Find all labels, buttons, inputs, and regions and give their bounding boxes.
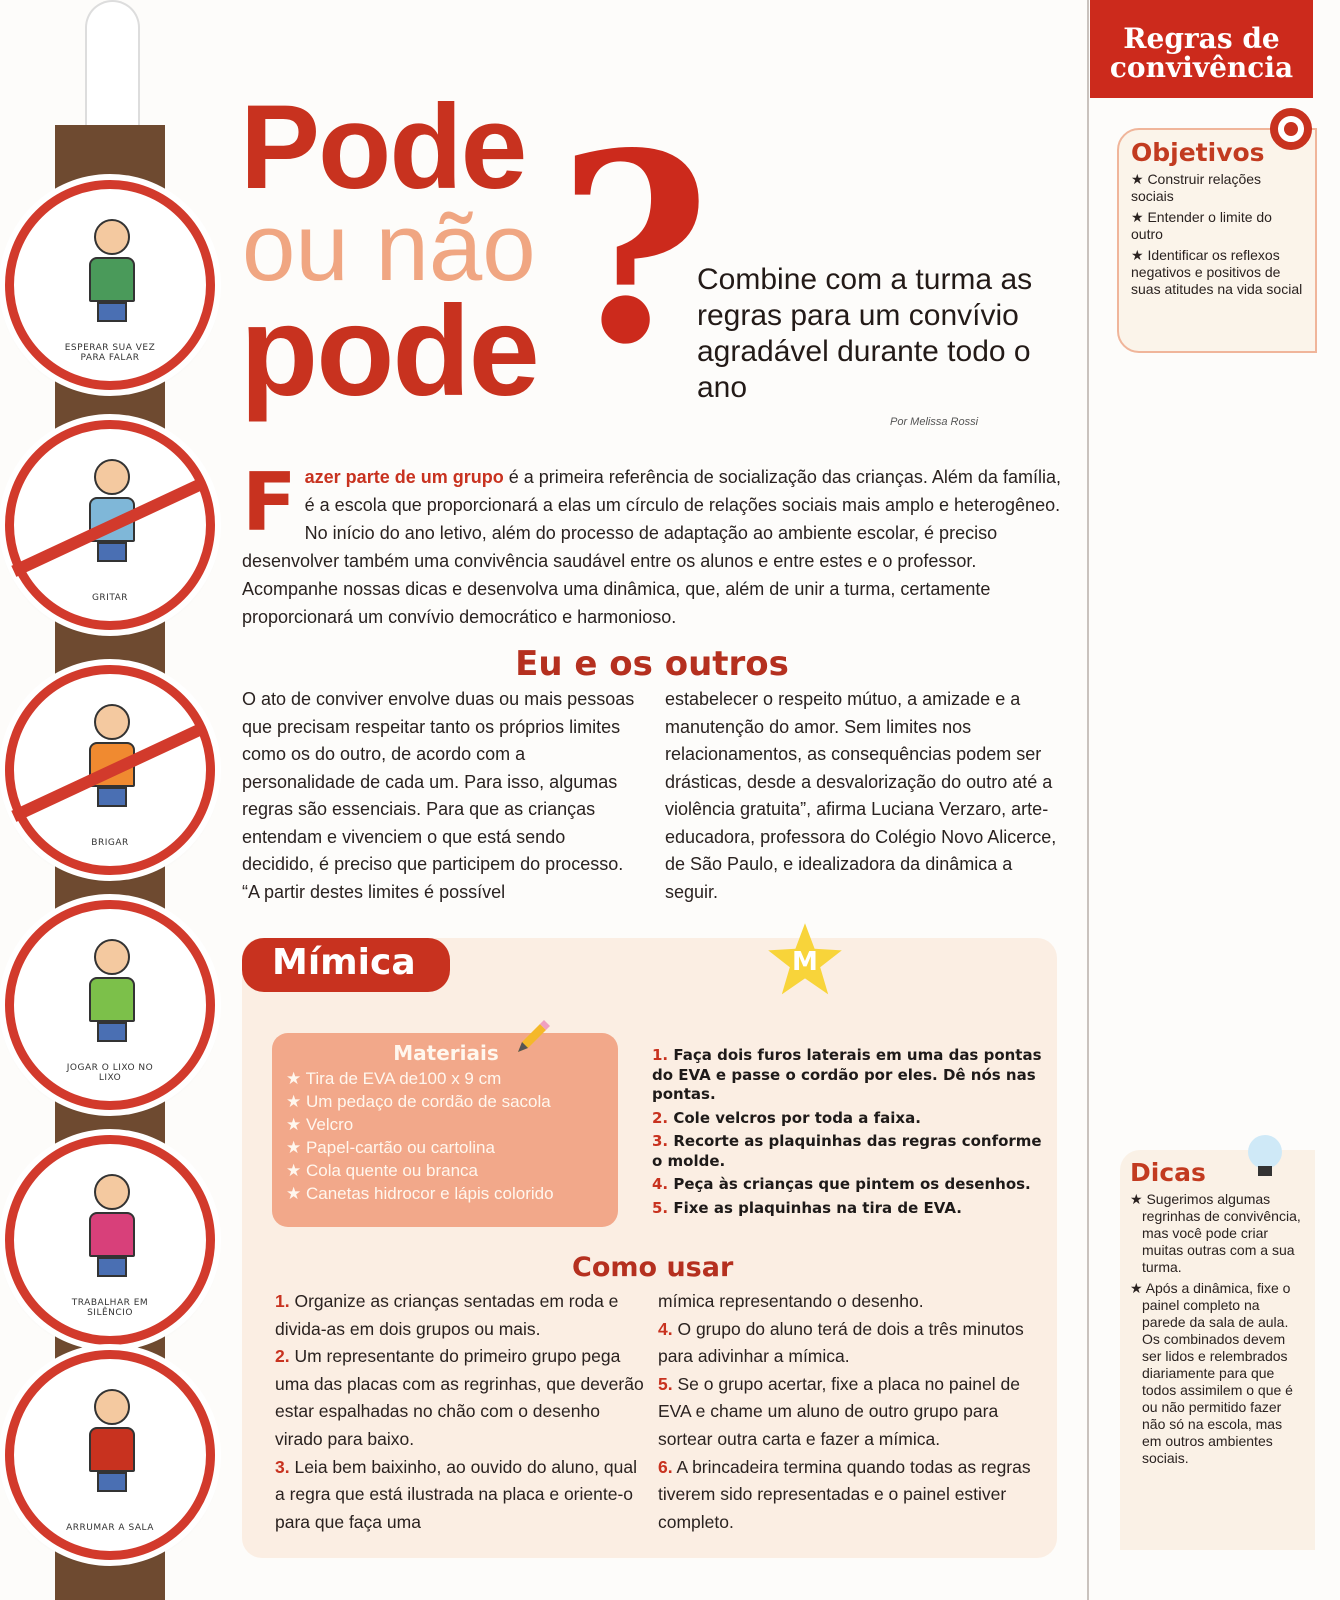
step-text: Faça dois furos laterais em uma das pontas do EVA e passe o cordão por eles. Dê nós nas pontas. — [652, 1046, 1042, 1103]
step-number: 1. — [652, 1046, 669, 1064]
material-item: ★ Velcro — [286, 1115, 354, 1134]
step-item — [652, 1175, 1042, 1195]
step-text: Fixe as plaquinhas na tira de EVA. — [668, 1198, 962, 1217]
target-icon — [1270, 108, 1312, 150]
rule-label: JOGAR O LIXO NO LIXO — [66, 1063, 154, 1083]
material-item: ★ Cola quente ou branca — [286, 1161, 478, 1180]
step-number: 5. — [652, 1198, 669, 1217]
objectives-title: Objetivos — [1131, 138, 1265, 167]
material-item: ★ Um pedaço de cordão de sacola — [286, 1092, 551, 1111]
rule-plaque — [5, 180, 215, 390]
title-ou-nao: ou não — [242, 194, 536, 301]
step-number: 4. — [658, 1318, 673, 1339]
child-legs — [97, 542, 127, 562]
section-col-1: O ato de conviver envolve duas ou mais pessoas que precisam respeitar tanto os próprios limites como os do outro, de acordo com a personalidade de cada um. Para isso, algumas regras são essenciais. Para que as crianças entendam e vivenciem o que está sendo decidido, é preciso que participem do processo. “A partir destes limites é possível — [242, 689, 635, 902]
child-illustration — [84, 219, 139, 324]
rule-label: ESPERAR SUA VEZ PARA FALAR — [64, 343, 156, 363]
usage-item — [658, 1316, 1048, 1371]
child-shirt — [89, 1212, 135, 1257]
step-text: A brincadeira termina quando todas as regras tiverem sido representadas e o painel estiver completo. — [658, 1456, 1031, 1532]
step-number: 3. — [275, 1456, 290, 1477]
usage-col-1 — [275, 1288, 645, 1536]
title-pode-2: pode — [240, 280, 538, 423]
tips-title: Dicas — [1130, 1158, 1206, 1187]
child-legs — [97, 302, 127, 322]
objective-item: ★ Entender o limite do outro — [1131, 209, 1272, 242]
lightbulb-icon — [1248, 1135, 1282, 1169]
step-text: Cole velcros por toda a faixa. — [668, 1108, 921, 1127]
child-legs — [97, 787, 127, 807]
step-number: 2. — [275, 1346, 290, 1367]
step-item — [652, 1199, 1042, 1219]
usage-item — [275, 1454, 645, 1537]
step-text: Recorte as plaquinhas das regras conforme o molde. — [652, 1132, 1042, 1170]
dropcap: F — [242, 456, 297, 549]
title-pode: Pode — [240, 80, 526, 214]
mimica-title: Mímica — [242, 938, 450, 992]
child-head — [94, 939, 130, 975]
material-item: ★ Tira de EVA de100 x 9 cm — [286, 1069, 502, 1088]
step-item — [652, 1132, 1042, 1171]
child-legs — [97, 1257, 127, 1277]
child-legs — [97, 1022, 127, 1042]
child-illustration — [84, 939, 139, 1044]
step-item — [652, 1046, 1042, 1105]
section-title: Eu e os outros — [515, 644, 789, 684]
rule-plaque — [5, 900, 215, 1110]
rule-plaque — [5, 665, 215, 875]
section-col-2: estabelecer o respeito mútuo, a amizade e a manutenção do amor. Sem limites nos relacionamentos, as consequências podem ser drásticas, desde a desvalorização do outro até a violência gratuita”, afirma Luciana Verzaro, arte-educadora, professora do Colégio Novo Alicerce, de São Paulo, e idealizadora da dinâmica a seguir. — [665, 689, 1057, 902]
step-text: Leia bem baixinho, ao ouvido do aluno, qual a regra que está ilustrada na placa e oriente-o para que faça uma — [275, 1456, 637, 1532]
usage-item — [275, 1288, 645, 1343]
lightbulb-base-icon — [1258, 1166, 1272, 1176]
section-header: Regras de convivência — [1090, 0, 1313, 98]
question-mark: ? — [558, 97, 711, 402]
step-text: Se o grupo acertar, fixe a placa no painel de EVA e chame um aluno de outro grupo para sortear outra carta e fazer a mímica. — [658, 1373, 1020, 1449]
step-item — [652, 1109, 1042, 1129]
step-number: 2. — [652, 1108, 669, 1127]
tips-box — [1120, 1150, 1315, 1550]
step-text: Organize as crianças sentadas em roda e divida-as em dois grupos ou mais. — [275, 1291, 619, 1339]
usage-item — [658, 1288, 1048, 1316]
usage-col-2 — [658, 1288, 1048, 1536]
child-head — [94, 459, 130, 495]
child-legs — [97, 1472, 127, 1492]
subtitle: Combine com a turma as regras para um convívio agradável durante todo o ano — [697, 263, 1033, 404]
intro-lead: azer parte de um grupo — [304, 467, 504, 487]
materials-box — [272, 1033, 618, 1227]
child-shirt — [89, 1427, 135, 1472]
rule-plaque — [5, 1135, 215, 1345]
usage-item — [658, 1371, 1048, 1454]
rule-label: ARRUMAR A SALA — [66, 1523, 154, 1533]
pencil-icon — [512, 1018, 552, 1058]
step-text: Um representante do primeiro grupo pega uma das placas com as regrinhas, que deverão estar espalhadas no chão com o desenho virado para baixo. — [275, 1346, 644, 1449]
usage-item — [658, 1454, 1048, 1537]
rule-plaque — [5, 420, 215, 630]
step-number: 3. — [652, 1132, 669, 1150]
step-number: 6. — [658, 1456, 673, 1477]
usage-title: Como usar — [572, 1252, 734, 1283]
step-text: Peça às crianças que pintem os desenhos. — [668, 1175, 1031, 1193]
child-head — [94, 219, 130, 255]
child-head — [94, 704, 130, 740]
rule-label: BRIGAR — [91, 838, 129, 848]
materials-title: Materiais — [393, 1041, 499, 1065]
rule-plaque — [5, 1350, 215, 1560]
material-item: ★ Papel-cartão ou cartolina — [286, 1138, 495, 1157]
intro-paragraph — [242, 456, 1062, 631]
child-shirt — [89, 977, 135, 1022]
child-shirt — [89, 257, 135, 302]
child-head — [94, 1174, 130, 1210]
tip-item: ★ Sugerimos algumas regrinhas de convivência, mas você pode criar muitas outras com a sua turma. — [1130, 1191, 1301, 1275]
step-number: 5. — [658, 1373, 673, 1394]
child-illustration — [84, 1389, 139, 1494]
step-text: O grupo do aluno terá de dois a três minutos para adivinhar a mímica. — [658, 1318, 1024, 1367]
rule-label: TRABALHAR EM SILÊNCIO — [71, 1298, 149, 1318]
objective-item: ★ Identificar os reflexos negativos e positivos de suas atitudes na vida social — [1131, 247, 1303, 297]
step-number: 4. — [652, 1175, 669, 1193]
byline: Por Melissa Rossi — [890, 416, 979, 428]
steps-list — [652, 1046, 1042, 1222]
child-head — [94, 1389, 130, 1425]
tip-item: ★ Após a dinâmica, fixe o painel completo na parede da sala de aula. Os combinados devem ser lidos e relembrados diariamente para que todos assimilem o que é ou não permitido fazer não só na escola, mas em outros ambientes sociais. — [1130, 1280, 1293, 1466]
step-number: 1. — [275, 1291, 290, 1311]
star-badge-letter: M — [792, 947, 818, 977]
rule-label: GRITAR — [91, 593, 129, 603]
objectives-box — [1117, 128, 1317, 353]
child-illustration — [84, 1174, 139, 1279]
material-item: ★ Canetas hidrocor e lápis colorido — [286, 1184, 554, 1203]
step-text: mímica representando o desenho. — [658, 1291, 924, 1311]
objective-item: ★ Construir relações sociais — [1131, 171, 1262, 204]
page-gutter — [1087, 0, 1089, 1600]
hanger-loop — [85, 0, 140, 140]
usage-item — [275, 1343, 645, 1453]
intro-text: é a primeira referência de socialização das crianças. Além da família, é a escola que proporcionará a elas um círculo de relações sociais mais amplo e heterogêneo. No início do ano letivo, além do processo de adaptação ao ambiente escolar, é preciso desenvolver também uma convivência saudável entre os alunos e entre estes e o professor. Acompanhe nossas dicas e desenvolva uma dinâmica, que, além de unir a turma, certamente proporcionará um convívio democrático e harmonioso. — [242, 467, 1061, 627]
